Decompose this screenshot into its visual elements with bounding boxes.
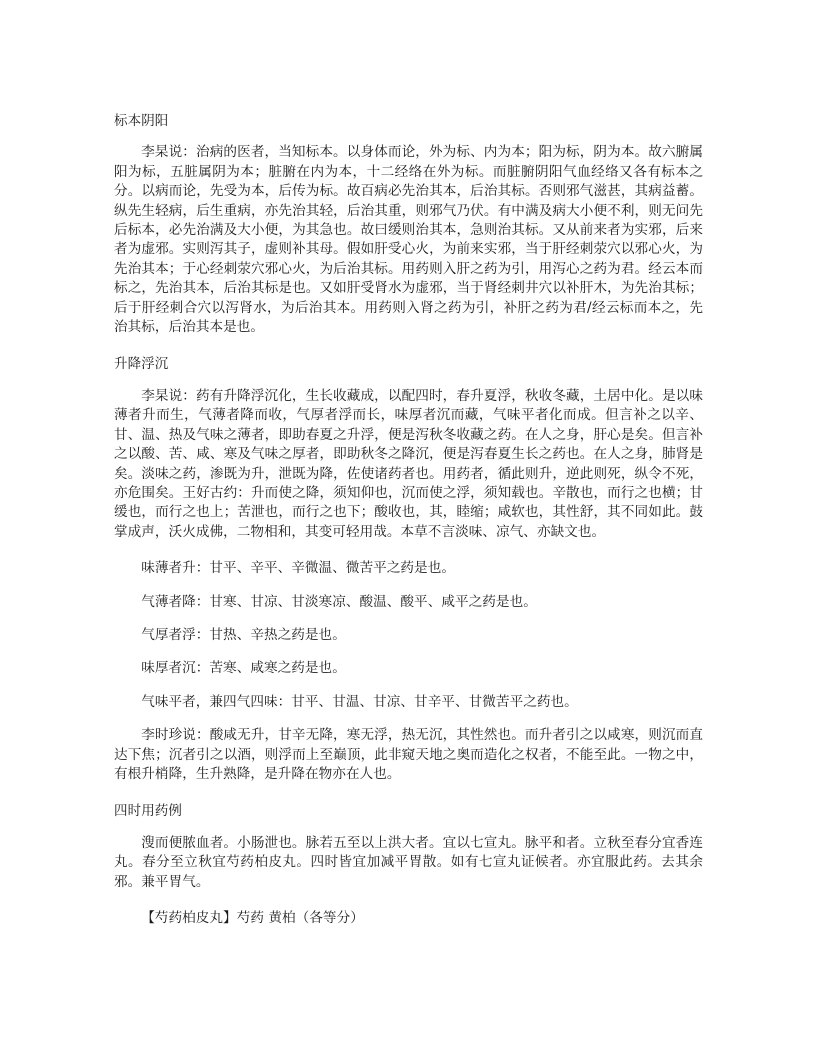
section-heading-biao-ben-yin-yang: 标本阴阳 [114, 113, 169, 129]
short-line-qi-bao-zhe-jiang: 气薄者降：甘寒、甘凉、甘淡寒凉、酸温、酸平、咸平之药是也。 [141, 593, 537, 610]
short-line-wei-bao-zhe-sheng: 味薄者升：甘平、辛平、辛微温、微苦平之药是也。 [141, 560, 455, 577]
section-heading-sheng-jiang-fu-chen: 升降浮沉 [114, 356, 169, 373]
short-line-qi-hou-zhe-fu: 气厚者浮：甘热、辛热之药是也。 [141, 626, 346, 643]
paragraph-si-shi-yong-yao-li-1: 溲而便脓血者。小肠泄也。脉若五至以上洪大者。宜以七宣丸。脉平和者。立秋至春分宜香连丸。春分至立秋宜芍药柏皮丸。四时皆宜加减平胃散。如有七宣丸证候者。亦宜服此药。去其余邪。兼平胃气。 [114, 834, 703, 890]
section-heading-si-shi-yong-yao-li: 四时用药例 [114, 803, 182, 820]
short-line-qi-wei-ping-zhe: 气味平者，兼四气四味：甘平、甘温、甘凉、甘辛平、甘微苦平之药也。 [141, 693, 578, 710]
document-body [114, 112, 703, 928]
paragraph-biao-ben-yin-yang-1: 李杲说：治病的医者，当知标本。以身体而论，外为标、内为本；阳为标，阴为本。故六腑属阳为标，五脏属阴为本；脏腑在内为本，十二经络在外为标。而脏腑阴阳气血经络又各有标本之分。以病而论，先受为本，后传为标。故百病必先治其本，后治其标。否则邪气滋甚，其病益蓄。纵先生轻病，后生重病，亦先治其轻，后治其重，则邪气乃伏。有中满及病大小便不利，则无问先后标本，必先治满及大小便，为其急也。故曰缓则治其本，急则治其标。又从前来者为实邪，后来者为虚邪。实则泻其子，虚则补其母。假如肝受心火，为前来实邪，当于肝经刺荥穴以邪心火，为先治其本；于心经刺荥穴邪心火，为后治其标。用药则入肝之药为引，用泻心之药为君。经云本而标之，先治其本，后治其标是也。又如肝受肾水为虚邪，当于肾经刺井穴以补肝木，为先治其标；后于肝经刺合穴以泻肾水，为后治其本。用药则入肾之药为引，补肝之药为君/经云标而本之，先治其标，后治其本是也。 [114, 144, 703, 336]
paragraph-li-shi-zhen: 李时珍说：酸咸无升，甘辛无降，寒无浮，热无沉，其性然也。而升者引之以咸寒，则沉而直达下焦；沉者引之以酒，则浮而上至巅顶，此非窥天地之奥而造化之权者，不能至此。一物之中，有根升梢降，生升熟降，是升降在物亦在人也。 [114, 727, 703, 782]
short-line-wei-hou-zhe-chen: 味厚者沉：苦寒、咸寒之药是也。 [141, 660, 346, 677]
formula-shao-yao-bai-pi-wan: 【芍药柏皮丸】芍药 黄柏（各等分） [141, 910, 364, 926]
paragraph-sheng-jiang-fu-chen-1: 李杲说：药有升降浮沉化，生长收藏成，以配四时，春升夏浮，秋收冬藏，土居中化。是以味薄者升而生，气薄者降而收，气厚者浮而长，味厚者沉而藏，气味平者化而成。但言补之以辛、甘、温、热及气味之薄者，即助春夏之升浮，便是泻秋冬收藏之药。在人之身，肝心是矣。但言补之以酸、苦、咸、寒及气味之厚者，即助秋冬之降沉，便是泻春夏生长之药也。在人之身，肺肾是矣。淡味之药，渗既为升，泄既为降，佐使诸药者也。用药者，循此则升，逆此则死，纵令不死，亦危围矣。王好古约：升而使之降，须知仰也，沉而使之浮，须知载也。辛散也，而行之也横；甘缓也，而行之也上；苦泄也，而行之也下；酸收也，其，睦缩；咸软也，其性舒，其不同如此。鼓掌成声，沃火成佛，二物相和，其变可轻用哉。本草不言淡味、凉气、亦缺文也。 [114, 387, 703, 540]
